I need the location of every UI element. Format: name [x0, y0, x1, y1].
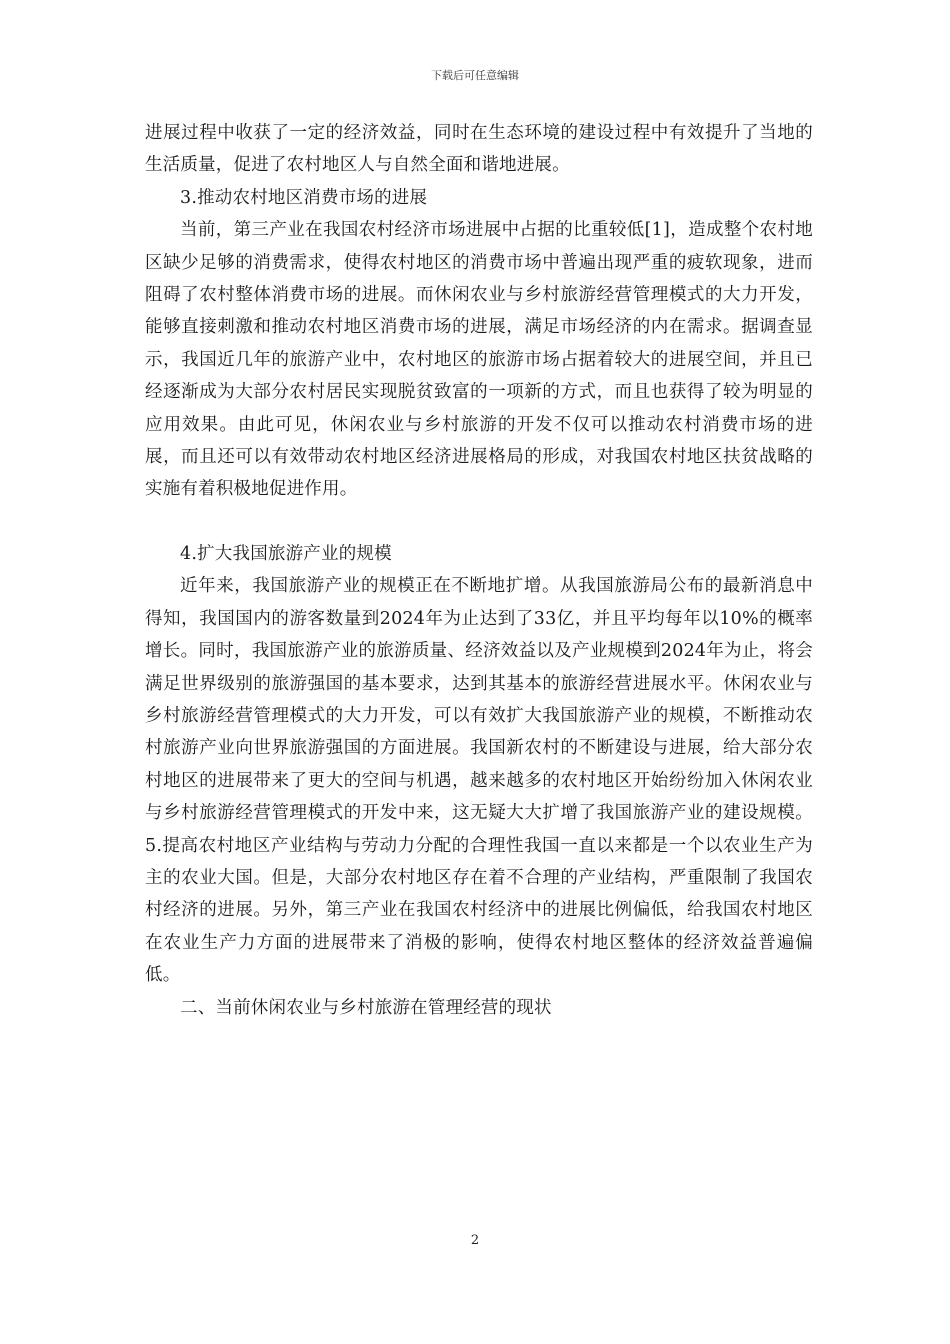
page-header: 下载后可任意编辑	[431, 69, 519, 82]
section-heading-3: 3.推动农村地区消费市场的进展	[180, 187, 428, 208]
page-number: 2	[470, 1233, 480, 1248]
paragraph-continuation: 进展过程中收获了一定的经济效益，同时在生态环境的建设过程中有效提升了当地的生活质量，促进了农村地区人与自然全面和谐地进展。	[145, 123, 813, 176]
paragraph-tourism-scale: 近年来，我国旅游产业的规模正在不断地扩增。从我国旅游局公布的最新消息中得知，我国国内的游客数量到2024年为止达到了33亿，并且平均每年以10%的概率增长。同时，我国旅游产业的旅游质量、经济效益以及产业规模到2024年为止，将会满足世界级别的旅游强国的基本要求，达到其基本的旅游经营进展水平。休闲农业与乡村旅游经营管理模式的大力开发，可以有效扩大我国旅游产业的规模，不断推动农村旅游产业向世界旅游强国的方面进展。我国新农村的不断建设与进展，给大部分农村地区的进展带来了更大的空间与机遇，越来越多的农村地区开始纷纷加入休闲农业与乡村旅游经营管理模式的开发中来，这无疑大大扩增了我国旅游产业的建设规模。5.提高农村地区产业结构与劳动力分配的合理性我国一直以来都是一个以农业生产为主的农业大国。但是，大部分农村地区存在着不合理的产业结构，严重限制了我国农村经济的进展。另外，第三产业在我国农村经济中的进展比例偏低，给我国农村地区在农业生产力方面的进展带来了消极的影响，使得农村地区整体的经济效益普遍偏低。	[145, 576, 813, 986]
document-body	[145, 117, 813, 1024]
section-heading-part-2: 二、当前休闲农业与乡村旅游在管理经营的现状	[180, 997, 552, 1018]
paragraph-spacer	[145, 506, 813, 538]
paragraph-consumer-market: 当前，第三产业在我国农村经济市场进展中占据的比重较低[1]，造成整个农村地区缺少足够的消费需求，使得农村地区的消费市场中普遍出现严重的疲软现象，进而阻碍了农村整体消费市场的进展。而休闲农业与乡村旅游经营管理模式的大力开发，能够直接刺激和推动农村地区消费市场的进展，满足市场经济的内在需求。据调查显示，我国近几年的旅游产业中，农村地区的旅游市场占据着较大的进展空间，并且已经逐渐成为大部分农村居民实现脱贫致富的一项新的方式，而且也获得了较为明显的应用效果。由此可见，休闲农业与乡村旅游的开发不仅可以推动农村消费市场的进展，而且还可以有效带动农村地区经济进展格局的形成，对我国农村地区扶贫战略的实施有着积极地促进作用。	[145, 220, 813, 500]
section-heading-4: 4.扩大我国旅游产业的规模	[180, 543, 392, 564]
